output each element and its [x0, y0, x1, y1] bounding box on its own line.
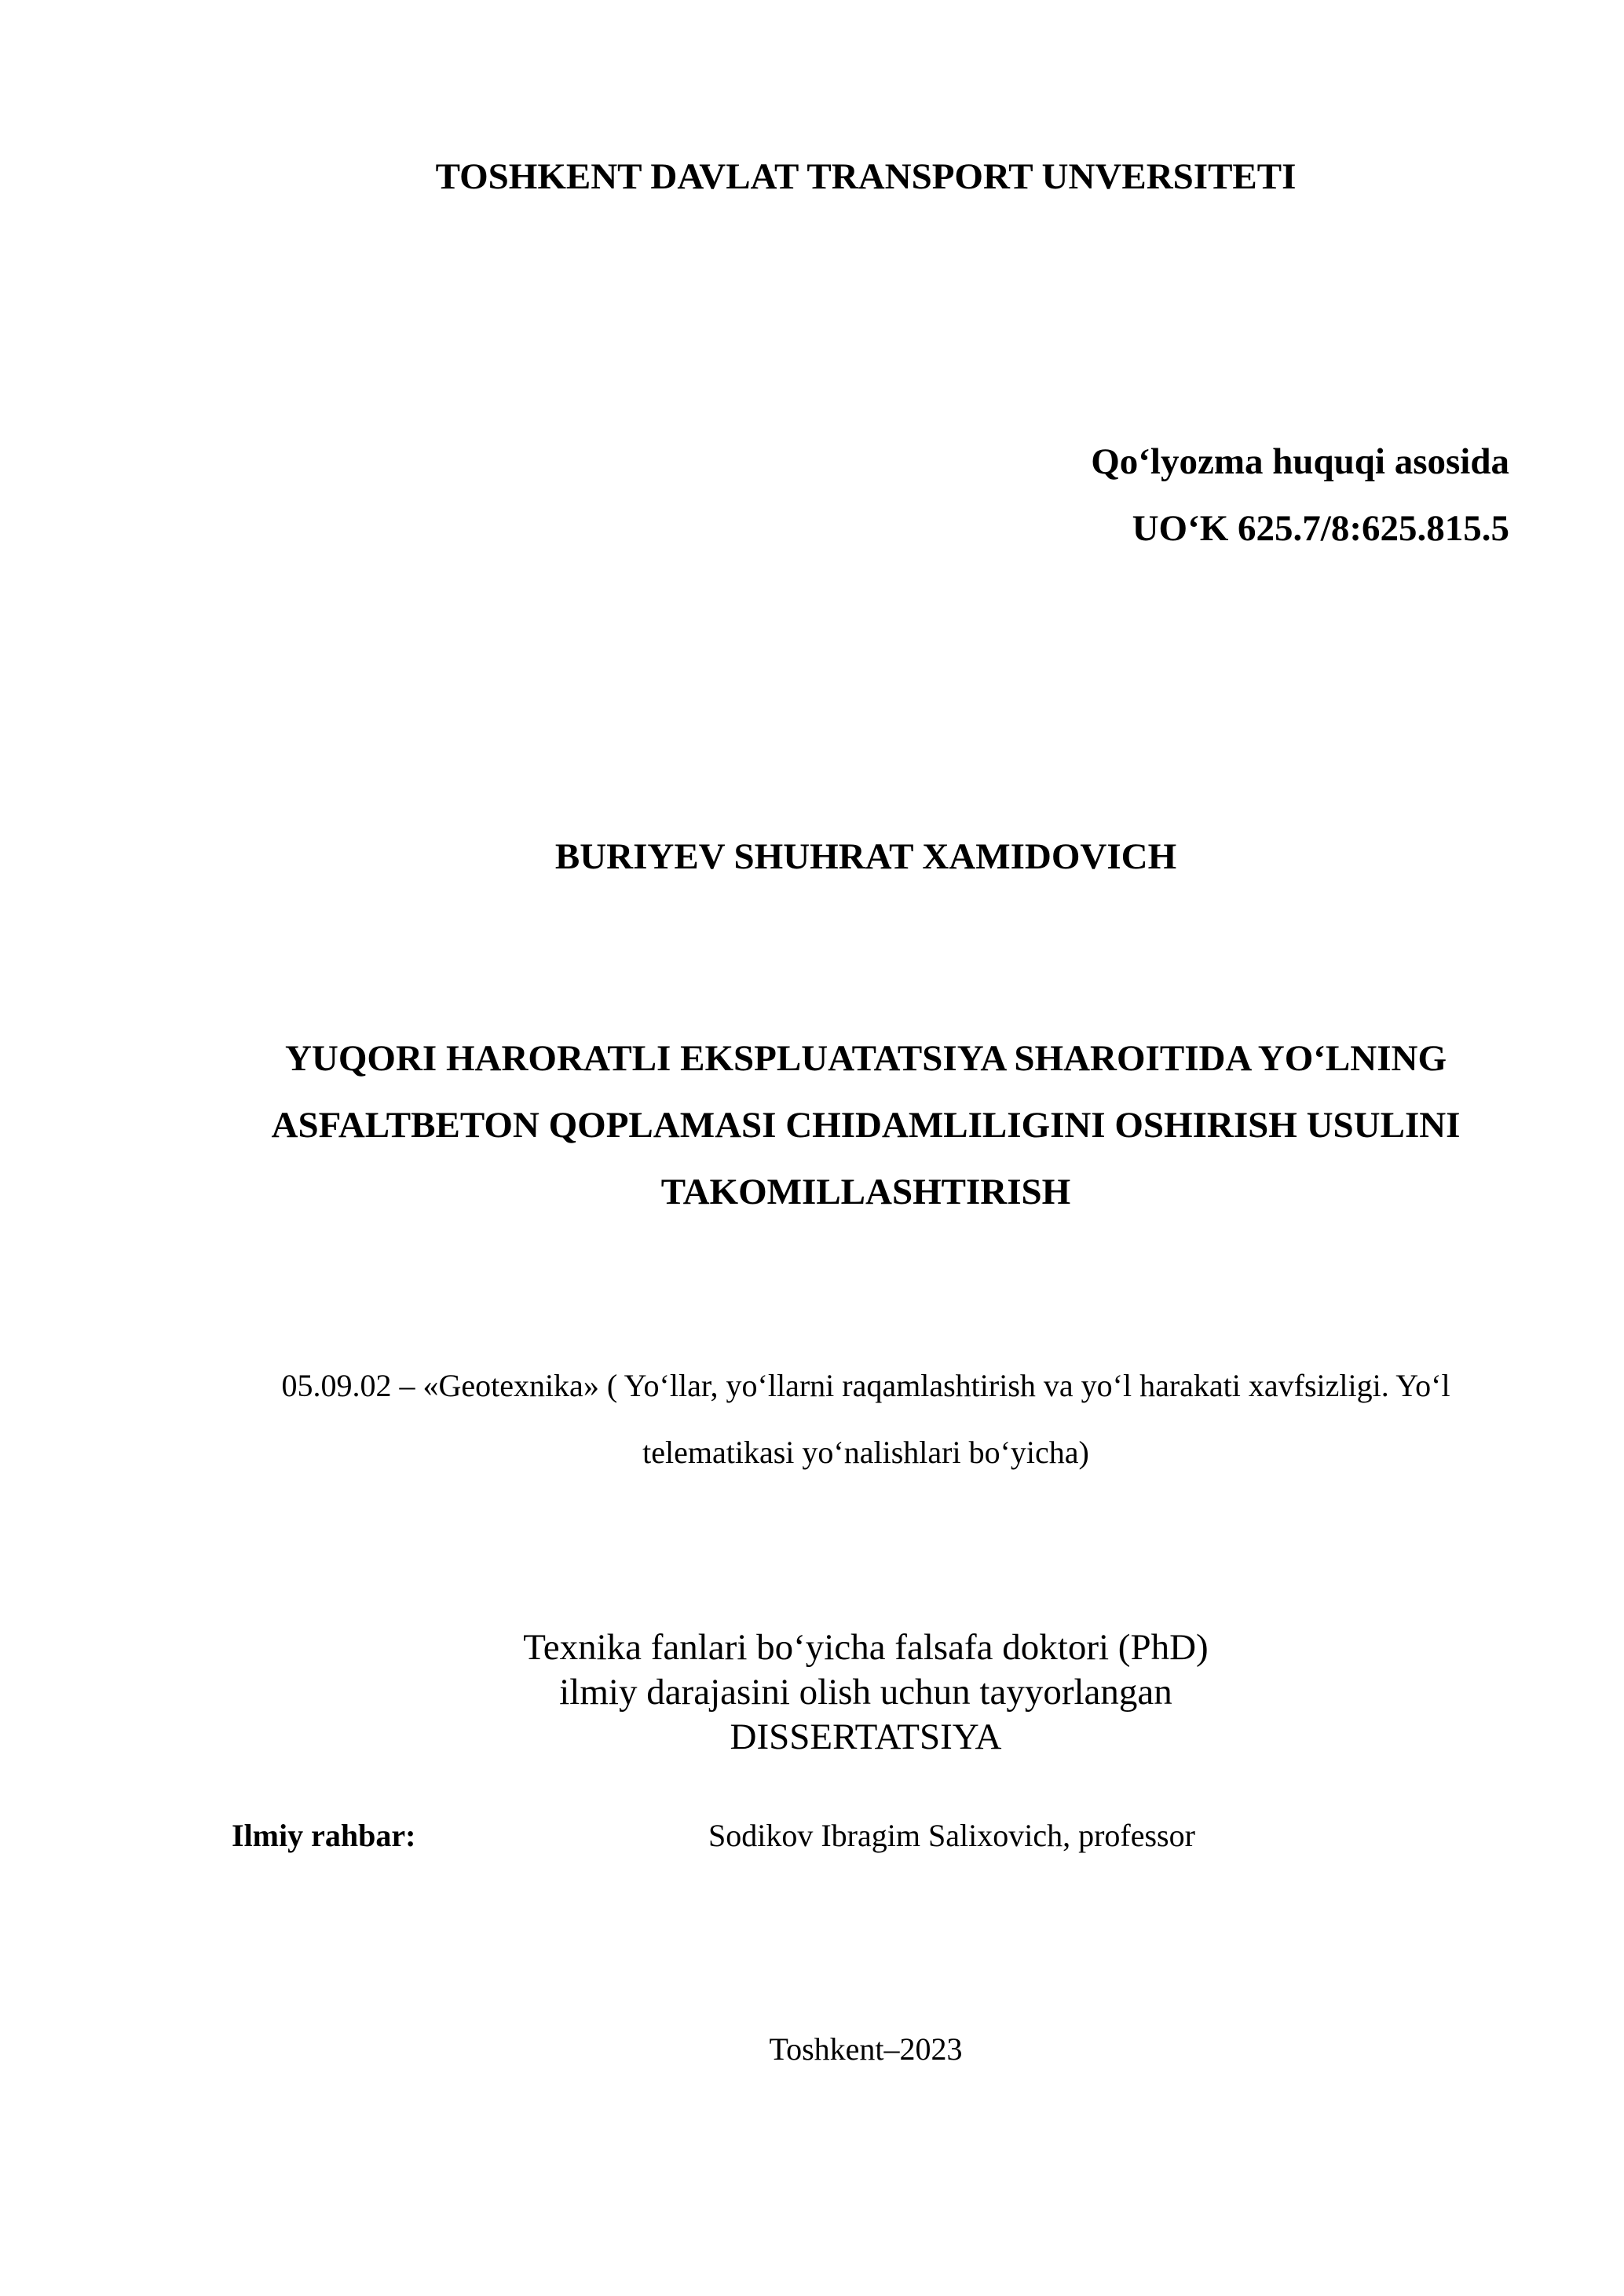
- dissertation-title-line-1: YUQORI HARORATLI EKSPLUATATSIYA SHAROITIDA YO‘LNING: [284, 1038, 1447, 1079]
- dissertation-title-line-3: TAKOMILLASHTIRISH: [660, 1172, 1071, 1212]
- place-and-year: Toshkent–2023: [769, 2031, 963, 2067]
- degree-line-1: Texnika fanlari bo‘yicha falsafa doktori (PhD): [523, 1627, 1209, 1668]
- supervisor-name: Sodikov Ibragim Salixovich, professor: [708, 1818, 1195, 1853]
- supervisor-label: Ilmiy rahbar:: [232, 1818, 416, 1853]
- university-name: TOSHKENT DAVLAT TRANSPORT UNVERSITETI: [435, 156, 1297, 197]
- dissertation-title-line-2: ASFALTBETON QOPLAMASI CHIDAMLILIGINI OSHIRISH USULINI: [271, 1105, 1461, 1146]
- specialty-line-2: telematikasi yo‘nalishlari bo‘yicha): [642, 1435, 1089, 1470]
- author-name: BURIYEV SHUHRAT XAMIDOVICH: [554, 836, 1177, 877]
- specialty-line-1: 05.09.02 – «Geotexnika» ( Yo‘llar, yo‘llarni raqamlashtirish va yo‘l harakati xavfsizligi. Yo‘l: [281, 1368, 1450, 1403]
- udk-code: UO‘K 625.7/8:625.815.5: [1132, 508, 1509, 549]
- manuscript-rights-note: Qo‘lyozma huquqi asosida: [1091, 441, 1509, 482]
- degree-line-3: DISSERTATSIYA: [730, 1717, 1002, 1757]
- degree-line-2: ilmiy darajasini olish uchun tayyorlangan: [559, 1672, 1172, 1713]
